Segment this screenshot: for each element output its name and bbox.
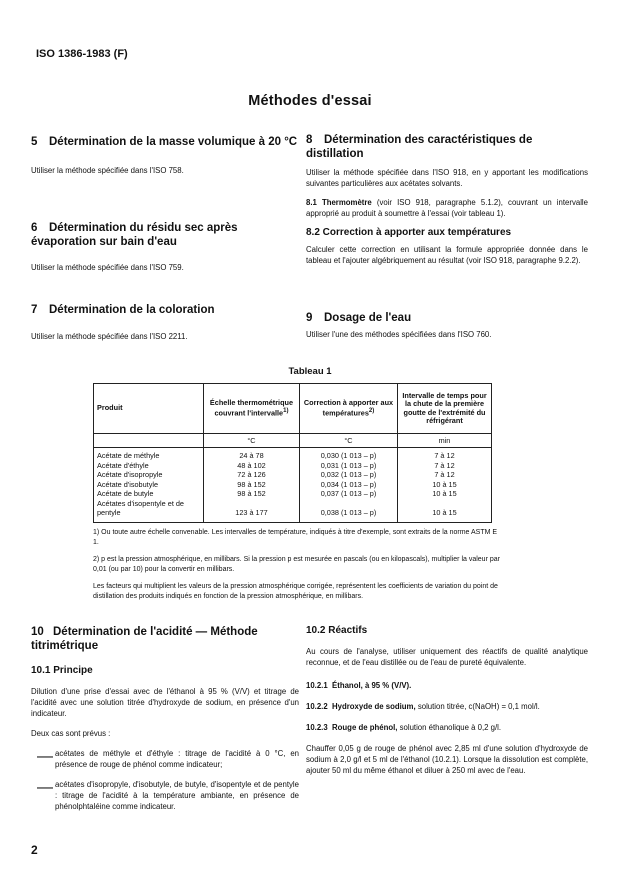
subsection-number: 10.2.2 <box>306 702 328 711</box>
dash-bullet: — <box>37 748 53 765</box>
table-cell: 10 à 15 <box>432 479 457 489</box>
table-cell: 0,034 (1 013 – p) <box>320 479 377 489</box>
dash-bullet: — <box>37 779 53 796</box>
col-header: Intervalle de temps pour la chute de la première goutte de l'extrémité du réfrigérant <box>398 384 492 434</box>
table-cell: Acétate de butyle <box>97 489 154 498</box>
table-cell: 24 à 78 <box>239 451 264 460</box>
table-cell: Acétate d'isopropyle <box>97 470 163 479</box>
table-cell: 98 à 152 <box>237 489 266 498</box>
table-header-row <box>94 384 492 434</box>
subsection-number: 10.2.1 <box>306 681 328 690</box>
table-units-row <box>94 434 492 448</box>
subsection-number: 10.2.3 <box>306 723 328 732</box>
section-10-title: Détermination de l'acidité — Méthode titrimétrique <box>31 626 258 652</box>
table-cell: 0,031 (1 013 – p) <box>320 460 377 470</box>
document-header: ISO 1386-1983 (F) <box>36 48 128 60</box>
section-10-2-1 <box>306 680 588 691</box>
unit-cell: °C <box>204 434 300 448</box>
section-7-title: Détermination de la coloration <box>49 304 215 316</box>
table-cell: 0,030 (1 013 – p) <box>320 451 377 460</box>
section-8-text: Utiliser la méthode spécifiée dans l'ISO 918, en y apportant les modifications suivantes particulières aux acétates solvants. <box>306 168 588 188</box>
section-10-1-title: 10.1 Principe <box>31 665 93 676</box>
section-8 <box>306 133 588 266</box>
section-10-2-3-title: Rouge de phénol, <box>332 723 398 732</box>
section-10-2-3 <box>306 722 588 733</box>
table-notes <box>93 528 503 602</box>
section-number: 9 <box>306 312 313 324</box>
section-7-text: Utiliser la méthode spécifiée dans l'ISO 2211. <box>31 332 188 341</box>
unit-cell: min <box>398 434 492 448</box>
section-8-title: Détermination des caractéristiques de distillation <box>306 134 533 160</box>
section-10-2-1-text: Éthanol, à 95 % (V/V). <box>332 681 412 690</box>
table-cell: 0,037 (1 013 – p) <box>320 489 377 498</box>
section-10-2-title: 10.2 Réactifs <box>306 625 368 636</box>
section-8-2-text: Calculer cette correction en utilisant la formule appropriée donnée dans le tableau et l'ajouter algébriquement au résultat (voir ISO 918, paragraphe 9.2.2). <box>306 245 588 265</box>
section-10-2-2-text: solution titrée, c(NaOH) = 0,1 mol/l. <box>417 702 540 711</box>
table-cell: 7 à 12 <box>434 451 455 460</box>
section-5-text: Utiliser la méthode spécifiée dans l'ISO 758. <box>31 166 184 175</box>
table-cell: 72 à 126 <box>237 470 266 479</box>
list-item <box>31 748 299 770</box>
section-9-title: Dosage de l'eau <box>324 312 412 324</box>
table-cell: 7 à 12 <box>434 460 455 470</box>
col-header: Échelle thermométrique couvrant l'intervalle$^{1)}$ <box>204 384 300 434</box>
col-header: Correction à apporter aux températures$^{2)}$ <box>300 384 398 434</box>
section-9-text: Utiliser l'une des méthodes spécifiées dans l'ISO 760. <box>306 330 492 339</box>
case-2-text: acétates d'isopropyle, d'isobutyle, de butyle, d'isopentyle et de pentyle : titrage de l'acidité à la température ambiante, en présence de phénolphtaléine comme indicateur. <box>55 780 299 811</box>
section-8-2-title: 8.2 Correction à apporter aux températures <box>306 227 512 238</box>
table-caption: Tableau 1 <box>288 366 332 377</box>
table-cell: Acétate de méthyle <box>97 451 160 460</box>
section-8-1 <box>306 197 588 219</box>
table-cell: Acétate d'isobutyle <box>97 479 159 489</box>
section-6-title: Détermination du résidu sec après évaporation sur bain d'eau <box>31 222 238 248</box>
section-10-2-3-text: solution éthanolique à 0,2 g/l. <box>399 723 502 732</box>
table-1 <box>93 383 492 523</box>
page-number: 2 <box>31 843 38 857</box>
table-cell: 48 à 102 <box>237 460 266 470</box>
section-10-2-2-title: Hydroxyde de sodium, <box>332 702 416 711</box>
table-note-3: Les facteurs qui multiplient les valeurs de la pression atmosphérique corrigée, représentent les coefficients de variation du point de distillation des produits indiqués en fonction de la pression atmosphérique, en millibars. <box>93 583 498 600</box>
table-note-2: 2) p est la pression atmosphérique, en millibars. Si la pression p est mesurée en pascals (ou en kilopascals), multiplier la valeur par 0,01 (ou par 10) pour la convertir en millibars. <box>93 556 500 573</box>
section-10-2 <box>306 625 588 776</box>
col-header: Produit <box>94 384 204 434</box>
table-cell: Acétates d'isopentyle et de pentyle <box>97 498 184 517</box>
section-6-text: Utiliser la méthode spécifiée dans l'ISO 759. <box>31 263 184 272</box>
section-7 <box>31 303 299 342</box>
section-6 <box>31 221 299 273</box>
cases-intro: Deux cas sont prévus : <box>31 729 111 738</box>
section-10 <box>31 625 299 812</box>
table-cell: 10 à 15 <box>432 489 457 498</box>
list-item <box>31 779 299 812</box>
table-cell: 7 à 12 <box>434 470 455 479</box>
section-number: 5 <box>31 136 38 148</box>
subsection-number: 8.1 <box>306 198 317 207</box>
section-number: 7 <box>31 304 38 316</box>
section-9 <box>306 311 588 340</box>
section-10-2-3-body: Chauffer 0,05 g de rouge de phénol avec 2,85 ml d'une solution d'hydroxyde de sodium à 2,0 g/l et 5 ml de l'éthanol (10.2.1). Lorsque la dissolution est complète, ajouter 50 ml du même éthanol et diluer à 250 ml avec de l'eau. <box>306 744 588 775</box>
unit-cell: °C <box>300 434 398 448</box>
table-cell: 123 à 177 <box>235 508 268 517</box>
table-cell: 0,032 (1 013 – p) <box>320 470 377 479</box>
section-5-title: Détermination de la masse volumique à 20 °C <box>49 136 298 148</box>
table-cell: 0,038 (1 013 – p) <box>320 508 377 517</box>
page-title: Méthodes d'essai <box>248 93 372 109</box>
section-10-2-text: Au cours de l'analyse, utiliser uniquement des réactifs de qualité analytique reconnue, et de l'eau distillée ou de l'eau de pureté équivalente. <box>306 647 588 667</box>
section-10-2-2 <box>306 701 588 712</box>
section-5 <box>31 135 299 176</box>
section-number: 6 <box>31 222 38 234</box>
section-8-1-title: Thermomètre <box>321 198 372 207</box>
case-1-text: acétates de méthyle et d'éthyle : titrage de l'acidité à 0 °C, en présence de rouge de phénol comme indicateur; <box>55 749 299 769</box>
section-10-1-text: Dilution d'une prise d'essai avec de l'éthanol à 95 % (V/V) et titrage de l'acidité avec une solution titrée d'hydroxyde de sodium, en présence d'un indicateur. <box>31 687 299 718</box>
table-cell: 10 à 15 <box>432 508 457 517</box>
table-note-1: 1) Ou toute autre échelle convenable. Les intervalles de température, indiqués à titre d'exemple, sont extraits de la norme ASTM E 1. <box>93 529 498 546</box>
table-cell: 98 à 152 <box>237 479 266 489</box>
section-8-1-text: (voir ISO 918, paragraphe 5.1.2), couvrant un intervalle approprié au produit à soumettre à l'essai (voir tableau 1). <box>306 198 588 218</box>
table-cell: Acétate d'éthyle <box>97 460 149 470</box>
section-number: 10 <box>31 626 44 638</box>
section-number: 8 <box>306 134 313 146</box>
table-body <box>94 448 492 523</box>
